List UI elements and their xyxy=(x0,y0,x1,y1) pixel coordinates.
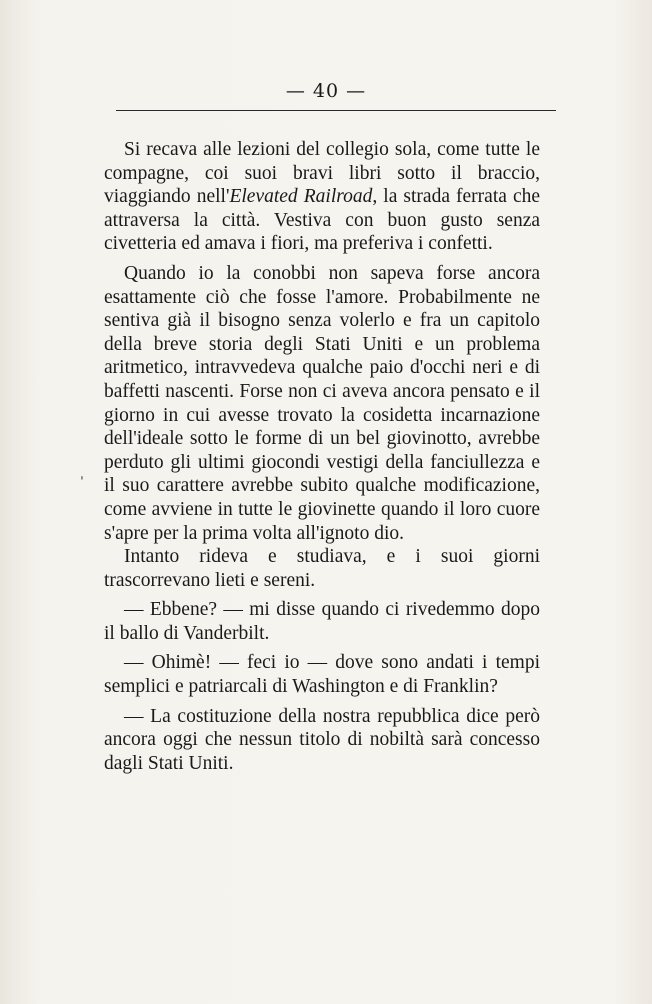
dialogue-line-3: — La costituzione della nostra repubblica dice però ancora oggi che nessun titolo di nobiltà sarà concesso dagli Stati Uniti. xyxy=(104,705,540,774)
dialogue-line-1: — Ebbene? — mi disse quando ci rivedemmo dopo il ballo di Vanderbilt. xyxy=(104,599,540,644)
paragraph-1-text-before: Si recava alle lezioni del collegio sola, come tutte le compagne, coi suoi bravi libri sotto il braccio, viaggiando nell' xyxy=(104,139,540,208)
paragraph-1 xyxy=(104,138,540,256)
paragraph-3: Intanto rideva e studiava, e i suoi giorni trascorrevano lieti e sereni. xyxy=(104,546,540,591)
dialogue-line-2: — Ohimè! — feci io — dove sono andati i tempi semplici e patriarcali di Washington e di Franklin? xyxy=(104,652,540,698)
body-text xyxy=(104,138,540,775)
header-rule xyxy=(116,110,556,111)
margin-mark: ˌ xyxy=(80,466,84,482)
italic-title: Elevated Railroad xyxy=(229,186,373,208)
paragraph-1-text-after: , la strada ferrata che attraversa la città. Vestiva con buon gusto senza civetteria ed amava i fiori, ma preferiva i confetti. xyxy=(104,186,541,255)
paragraph-2: Quando io la conobbi non sapeva forse ancora esattamente ciò che fosse l'amore. Probabilmente ne sentiva già il bisogno senza volerlo e fra un capitolo della breve storia degli Stati Uniti e un problema aritmetico, intravvedeva qualche paio d'occhi neri e di baffetti nascenti. Forse non ci aveva ancora pensato e il giorno in cui avesse trovato la cosidetta incarnazione dell'ideale sotto le forme di un bel giovinotto, avrebbe perduto gli ultimi giocondi vestigi della fanciullezza e il suo carattere avrebbe subito qualche modificazione, come avviene in tutte le giovinette quando il loro cuore s'apre per la prima volta all'ignoto dio. xyxy=(104,262,540,544)
page-number: — 40 — xyxy=(285,80,367,102)
